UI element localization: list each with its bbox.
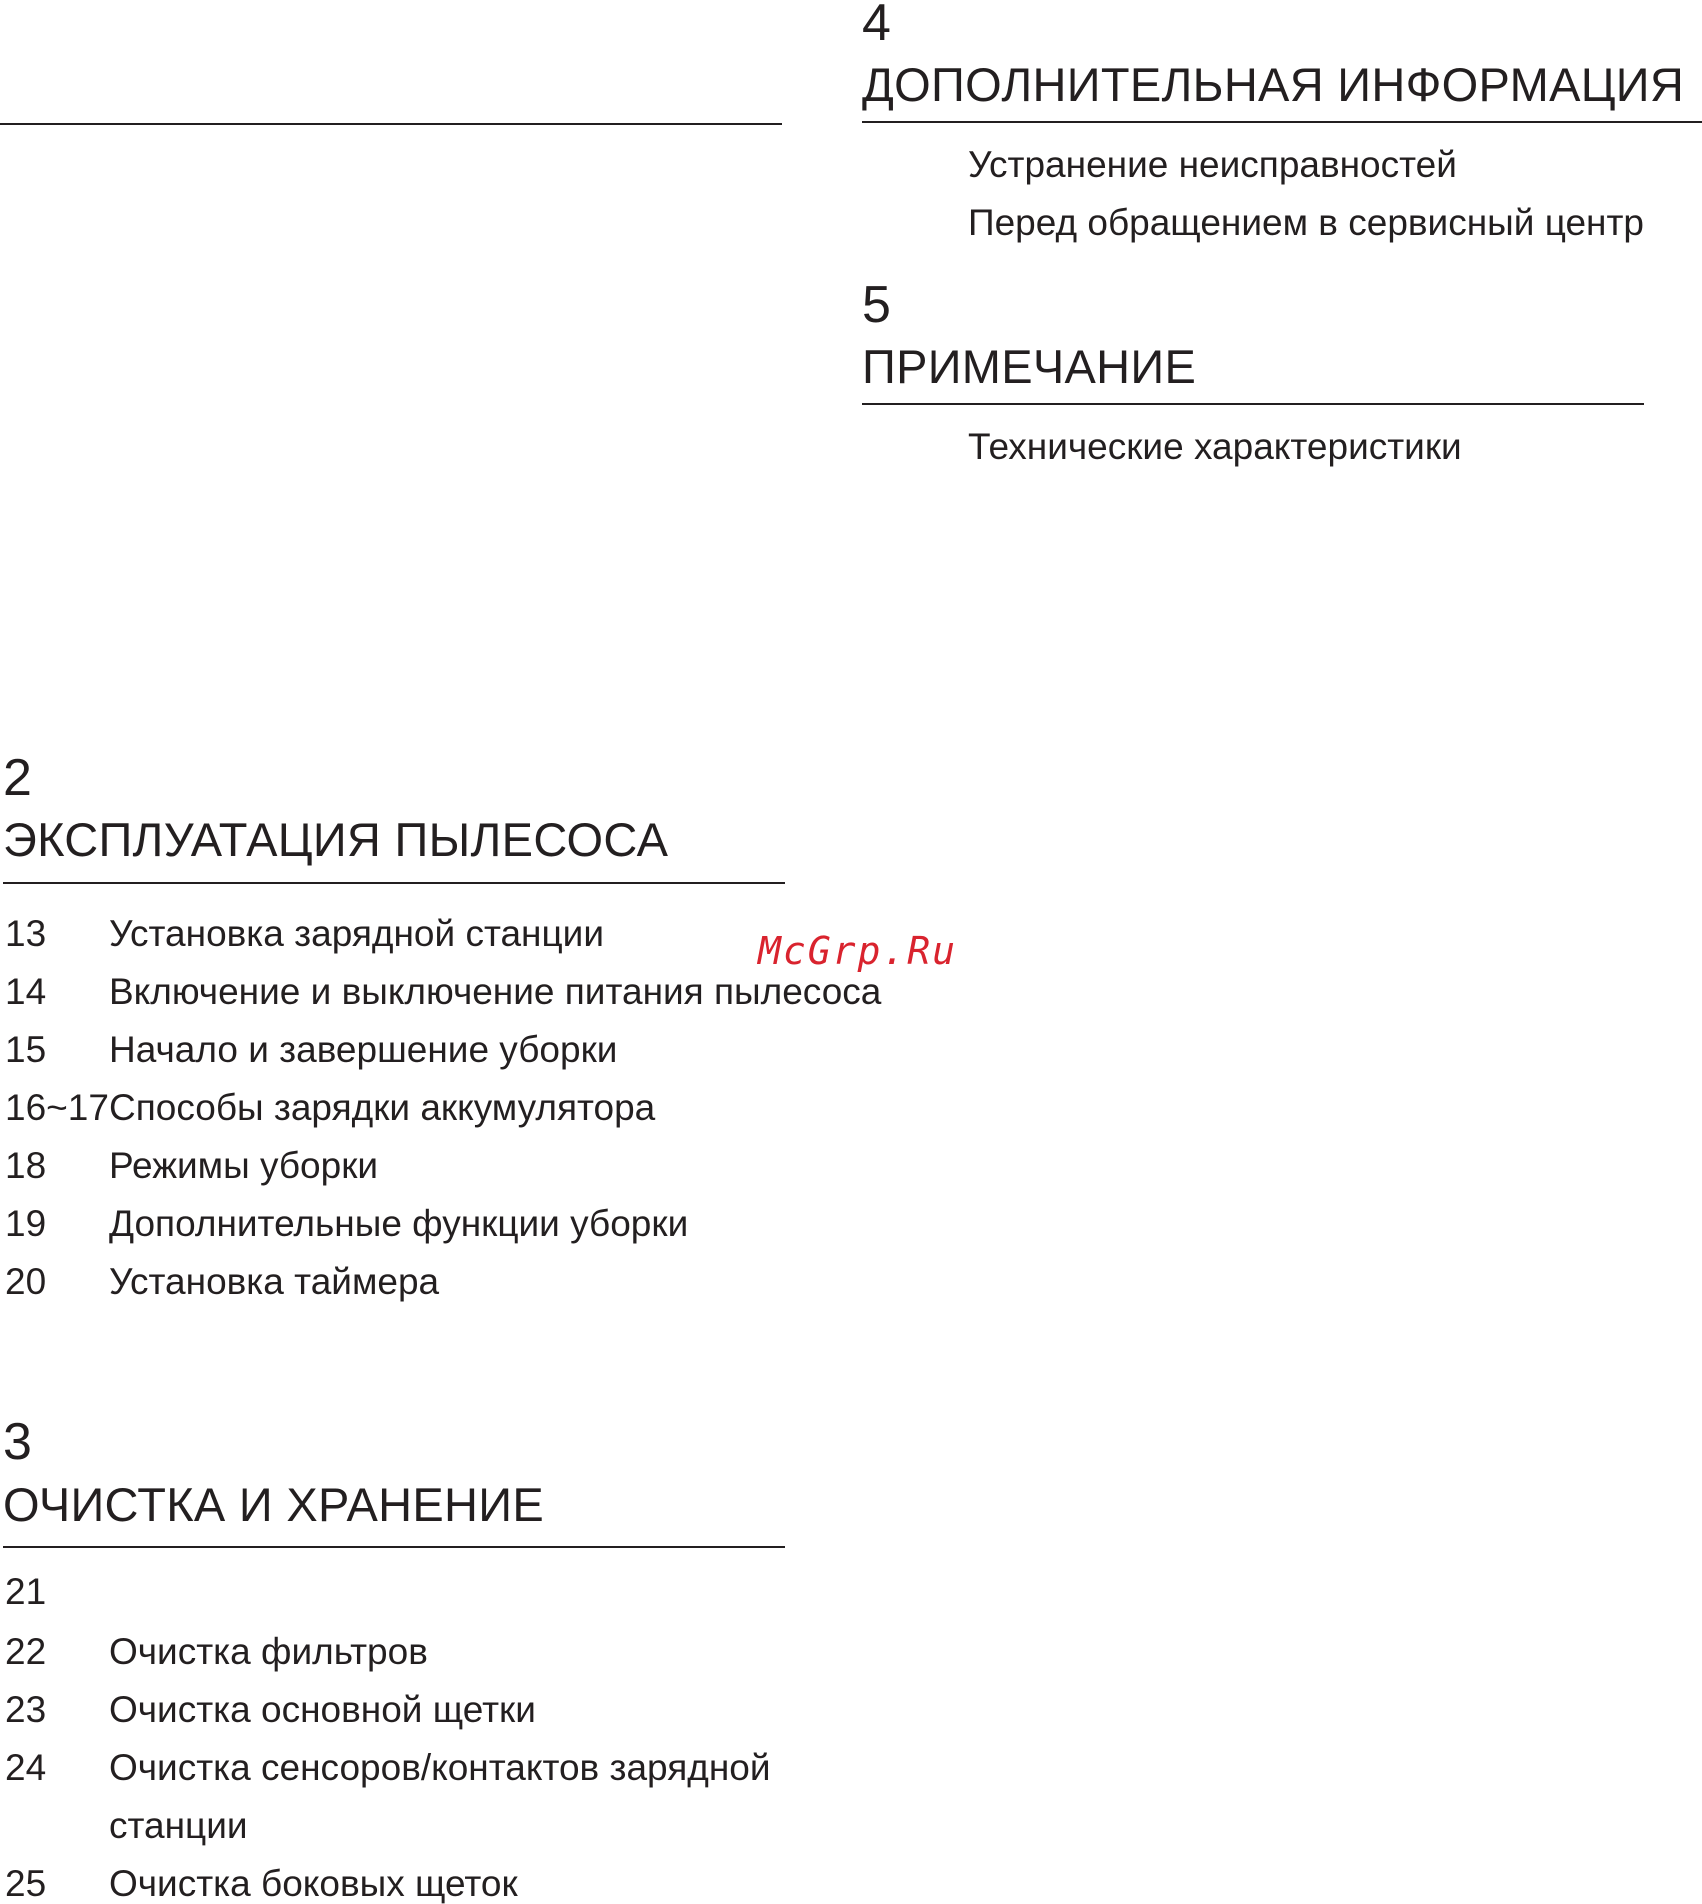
toc-entry-before-service[interactable]: Перед обращением в сервисный центр bbox=[968, 202, 1645, 243]
toc-page-number: 18 bbox=[5, 1145, 47, 1186]
toc-entry-clean-filters[interactable]: Очистка фильтров bbox=[109, 1631, 428, 1672]
toc-entry-clean-sensors[interactable]: Очистка сенсоров/контактов зарядной bbox=[109, 1747, 771, 1788]
section-3-divider bbox=[3, 1546, 785, 1548]
section-2-divider bbox=[3, 882, 785, 884]
section-5-number: 5 bbox=[862, 276, 891, 334]
toc-entry-troubleshooting[interactable]: Устранение неисправностей bbox=[968, 144, 1457, 185]
watermark: McGrp.Ru bbox=[758, 929, 958, 973]
toc-page-number: 25 bbox=[5, 1863, 47, 1904]
toc-page-number: 20 bbox=[5, 1261, 47, 1302]
toc-entry-power-on-off[interactable]: Включение и выключение питания пылесоса bbox=[109, 971, 882, 1012]
section-1-divider bbox=[0, 123, 782, 125]
toc-entry-clean-main-brush[interactable]: Очистка основной щетки bbox=[109, 1689, 536, 1730]
toc-entry-start-stop-cleaning[interactable]: Начало и завершение уборки bbox=[109, 1029, 618, 1070]
toc-entry-set-timer[interactable]: Установка таймера bbox=[109, 1261, 440, 1302]
toc-entry-clean-side-brushes[interactable]: Очистка боковых щеток bbox=[109, 1863, 518, 1904]
section-3-title: ОЧИСТКА И ХРАНЕНИЕ bbox=[3, 1478, 545, 1531]
toc-page-number: 22 bbox=[5, 1631, 47, 1672]
toc-page-number: 13 bbox=[5, 913, 47, 954]
toc-entry-charging-methods[interactable]: Способы зарядки аккумулятора bbox=[109, 1087, 656, 1128]
toc-entry-install-station[interactable]: Установка зарядной станции bbox=[109, 913, 605, 954]
toc-page-number: 21 bbox=[5, 1571, 47, 1612]
toc-page-number: 24 bbox=[5, 1747, 47, 1788]
section-5-divider bbox=[862, 403, 1644, 405]
toc-page-number: 14 bbox=[5, 971, 47, 1012]
section-5-title: ПРИМЕЧАНИЕ bbox=[862, 340, 1197, 393]
section-4-divider bbox=[862, 121, 1702, 123]
section-2-number: 2 bbox=[3, 749, 32, 807]
toc-page-number: 19 bbox=[5, 1203, 47, 1244]
section-4-number: 4 bbox=[862, 0, 891, 52]
toc-entry-specifications[interactable]: Технические характеристики bbox=[968, 426, 1462, 467]
section-4-title: ДОПОЛНИТЕЛЬНАЯ ИНФОРМАЦИЯ bbox=[862, 58, 1685, 111]
toc-entry-clean-sensors-cont[interactable]: станции bbox=[109, 1805, 248, 1846]
toc-page-number: 15 bbox=[5, 1029, 47, 1070]
toc-entry-additional-functions[interactable]: Дополнительные функции уборки bbox=[109, 1203, 689, 1244]
toc-page-number: 16~17 bbox=[5, 1087, 109, 1128]
section-2-title: ЭКСПЛУАТАЦИЯ ПЫЛЕСОСА bbox=[3, 813, 669, 866]
section-3-number: 3 bbox=[3, 1413, 32, 1471]
toc-page-number: 23 bbox=[5, 1689, 47, 1730]
toc-entry-cleaning-modes[interactable]: Режимы уборки bbox=[109, 1145, 379, 1186]
